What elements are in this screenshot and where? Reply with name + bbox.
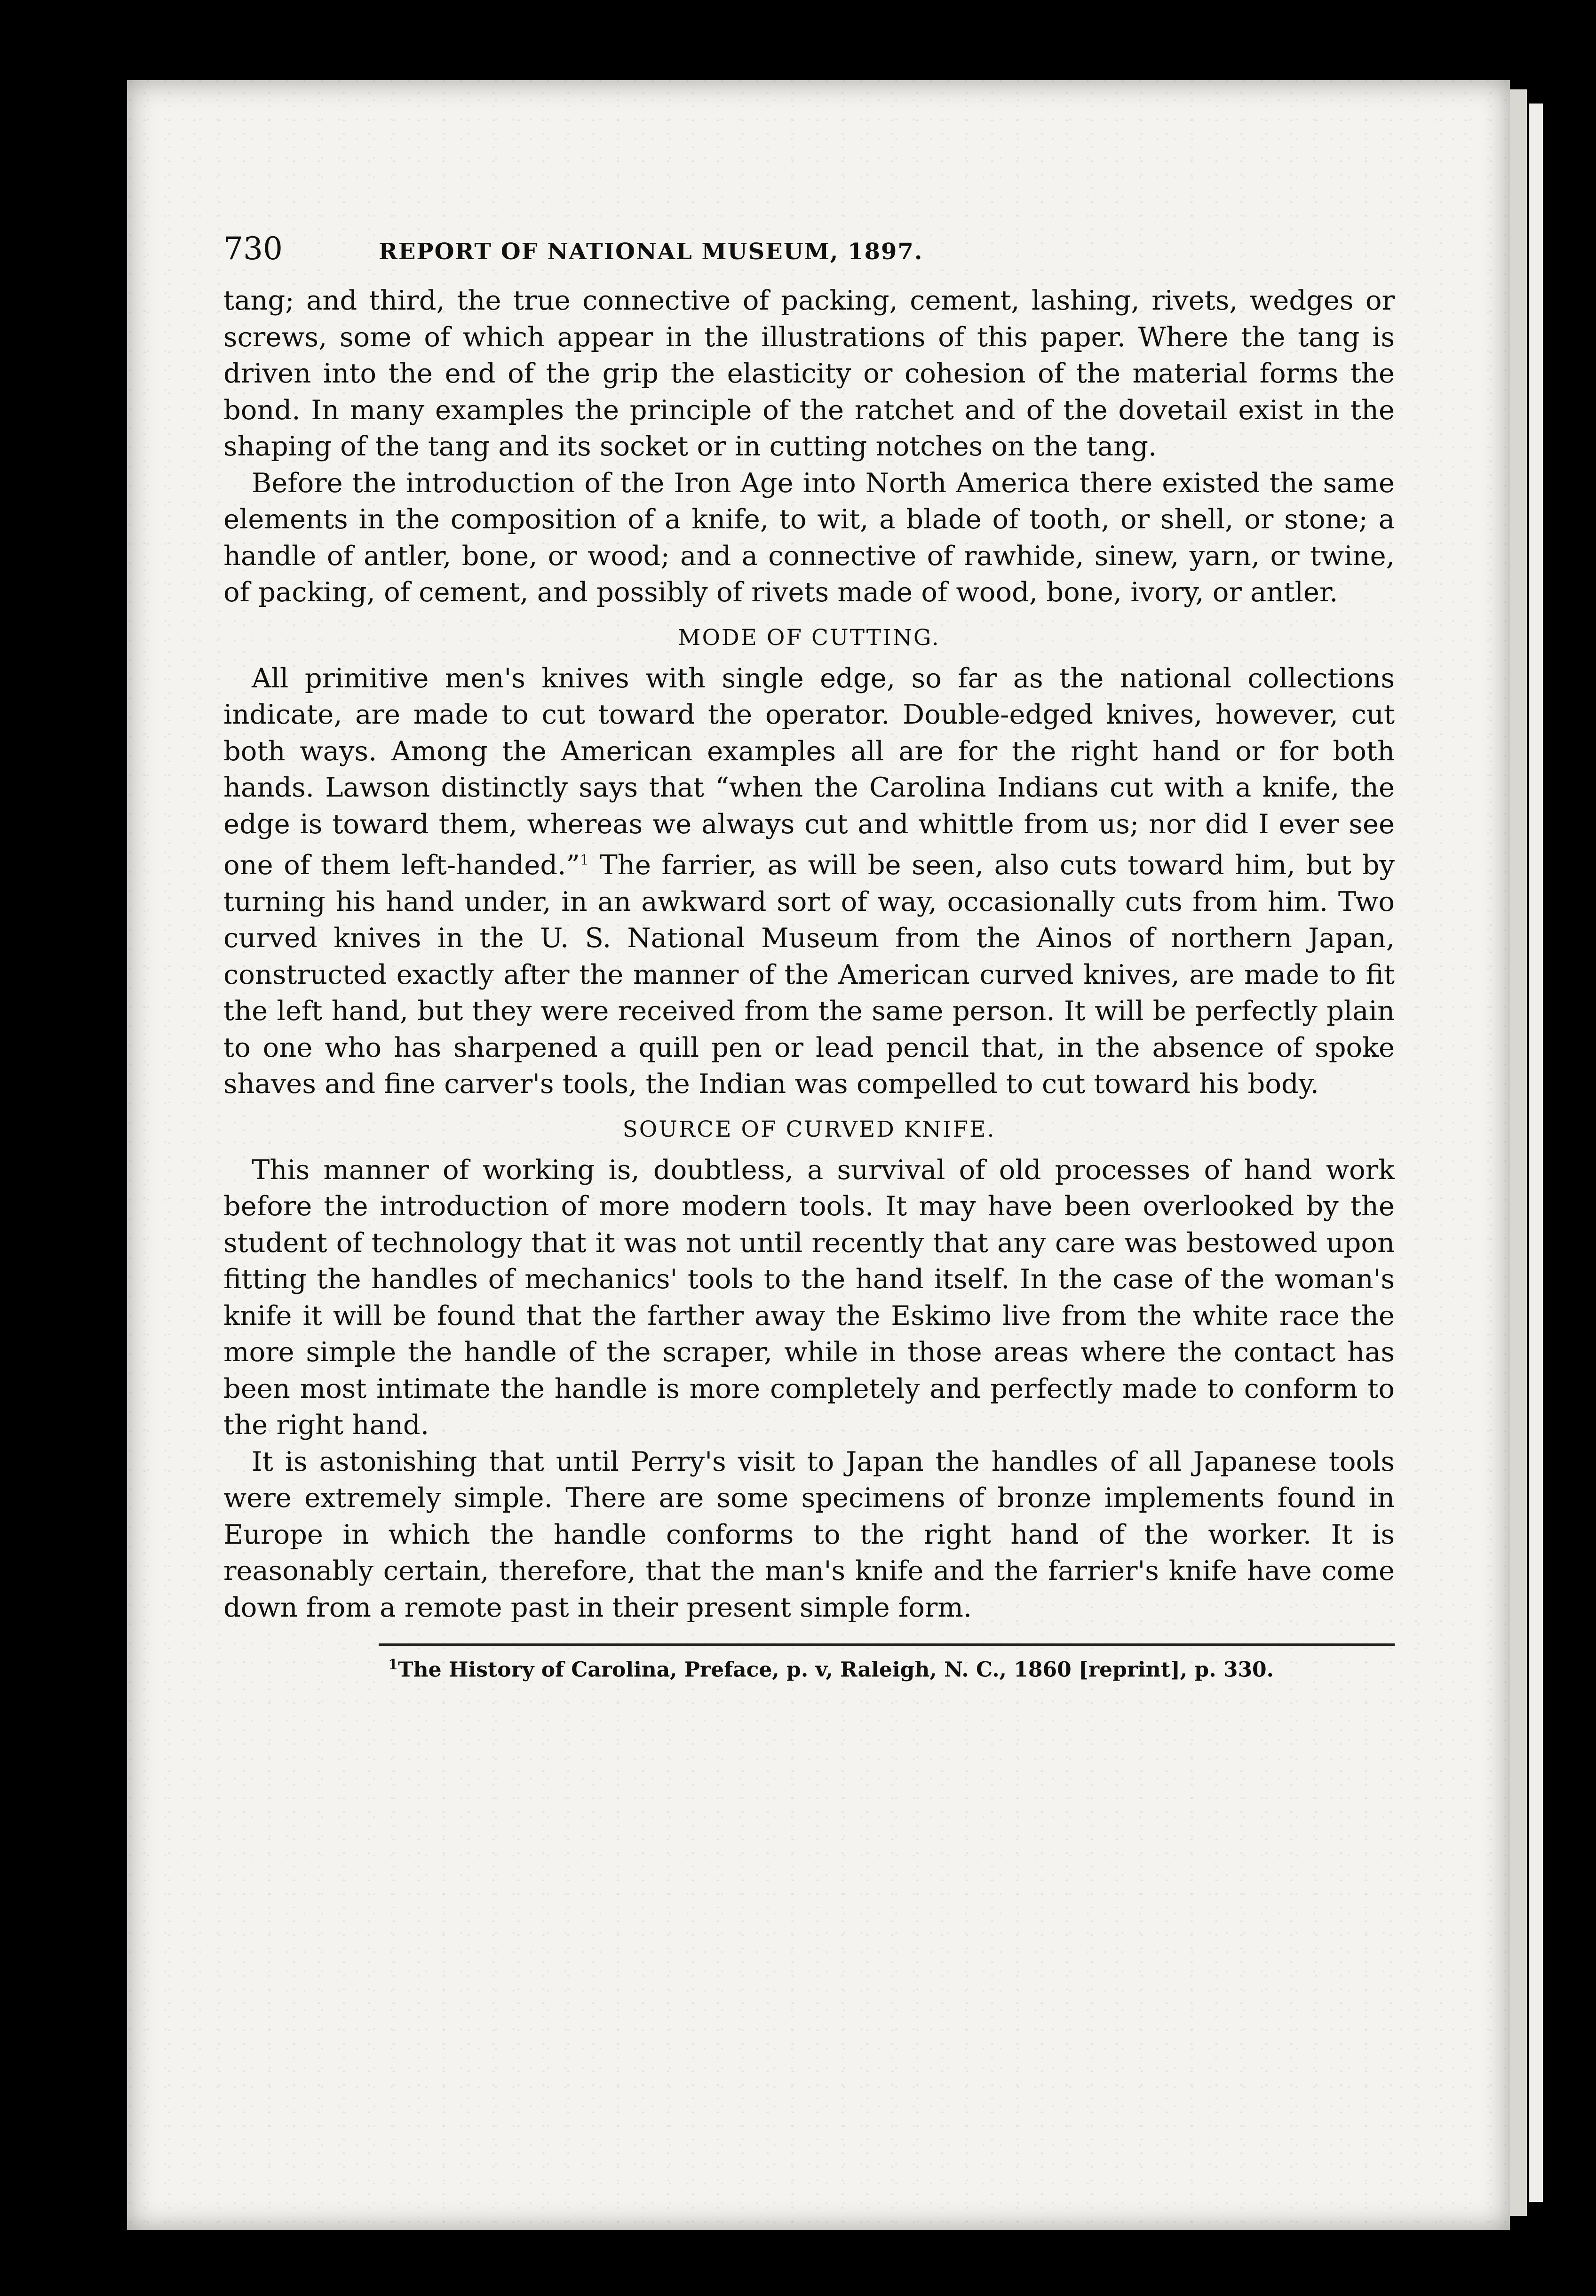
paragraph-perry-visit: It is astonishing that until Perry's visit to Japan the handles of all Japanese tools were extremely simple. There are some specimens of bronze implements found in Europe in which the handle conforms to the right hand of the worker. It is reasonably certain, therefore, that the man's knife and the farrier's knife have come down from a remote past in their present simple form. [223, 1445, 1395, 1623]
paragraph-primitive-knives [223, 660, 1395, 1102]
page-edge-right [1510, 89, 1527, 2216]
running-head-title: REPORT OF NATIONAL MUSEUM, 1897. [379, 239, 923, 265]
footnote-divider [379, 1643, 1395, 1646]
paragraph-iron-age: Before the introduction of the Iron Age into North America there existed the same elements in the composition of a knife, to wit, a blade of tooth, or shell, or stone; a handle of antler, bone, or wood; and a connective of rawhide, sinew, yarn, or twine, of packing, of cement, and possibly of rivets made of wood, bone, ivory, or antler. [223, 467, 1395, 608]
heading-mode-of-cutting: MODE OF CUTTING. [678, 624, 940, 651]
paragraph-manner-of-working: This manner of working is, doubtless, a survival of old processes of hand work before the introduction of more modern tools. It may have been overlooked by the student of technology that it was not until recently that any care was bestowed upon fitting the handles of mechanics' tools to the hand itself. In the case of the woman's knife it will be found that the farther away the Eskimo live from the white race the more simple the handle of the scraper, while in those areas where the contact has been most intimate the handle is more completely and perfectly made to conform to the right hand. [223, 1154, 1395, 1441]
footnote-mark: 1 [388, 1657, 398, 1674]
paragraph-primitive-knives-part2: The farrier, as will be seen, also cuts toward him, but by turning his hand under, in an awkward sort of way, occasionally cuts from him. Two curved knives in the U. S. National Museum from the Ainos of northern Japan, constructed exactly after the manner of the American curved knives, are made to fit the left hand, but they were received from the same person. It will be perfectly plain to one who has sharpened a quill pen or lead pencil that, in the absence of spoke shaves and fine carver's tools, the Indian was compelled to cut toward his body. [223, 849, 1395, 1100]
running-head [223, 231, 1395, 282]
page-number: 730 [223, 231, 283, 267]
paragraph-primitive-knives-part1: All primitive men's knives with single edge, so far as the national collections indicate, are made to cut toward the operator. Double-edged knives, however, cut both ways. Among the American examples all are for the right hand or for both hands. Lawson distinctly says that “when the Carolina Indians cut with a knife, the edge is toward them, whereas we always cut and whittle from us; nor did I ever see one of them left-handed.” [223, 662, 1395, 881]
heading-source-of-curved-knife: SOURCE OF CURVED KNIFE. [622, 1116, 996, 1142]
footnote [388, 1649, 1395, 1687]
paragraph-tang: tang; and third, the true connective of packing, cement, lashing, rivets, wedges or screws, some of which appear in the illustrations of this paper. Where the tang is driven into the end of the grip the elasticity or cohesion of the material forms the bond. In many examples the principle of the ratchet and of the dovetail exist in the shaping of the tang and its socket or in cutting notches on the tang. [223, 285, 1395, 462]
footnote-text: The History of Carolina, Preface, p. v, Raleigh, N. C., 1860 [reprint], p. 330. [397, 1658, 1274, 1682]
page-text [223, 231, 1395, 1687]
footnote-reference: 1 [580, 852, 589, 869]
page-edge-right-outer [1529, 104, 1543, 2202]
